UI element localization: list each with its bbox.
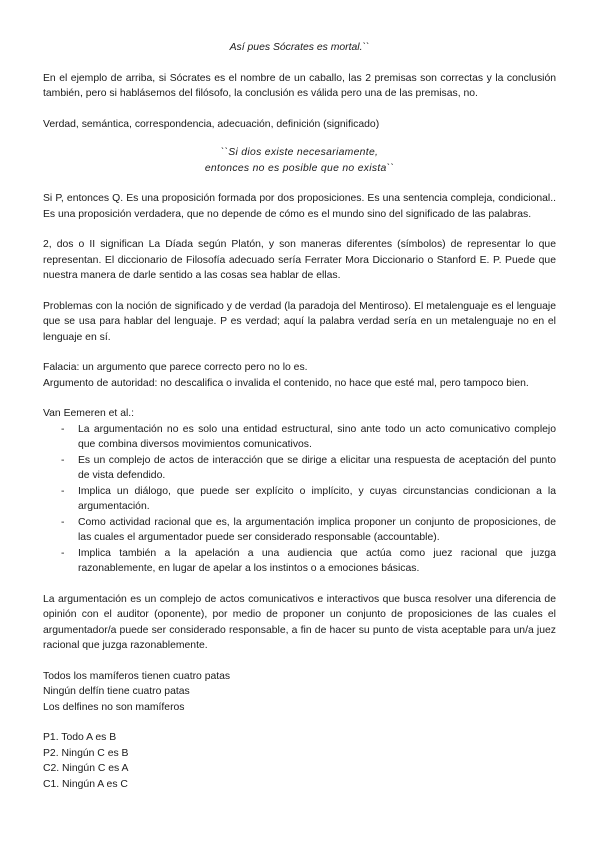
formal-line: P2. Ningún C es B — [43, 747, 129, 759]
list-item — [61, 453, 556, 484]
bullet-marker: - — [61, 516, 65, 528]
paragraph-definicion: La argumentación es un complejo de actos comunicativos e interactivos que busca resolver una diferencia de opinión con el auditor (oponente), por medio de proponer un conjunto de proposiciones de las cuales el argumentador/a puede ser considerado responsable, a fin de hacer su punto de vista aceptable para un/a juez racional que juzga razonablemente. — [43, 593, 556, 651]
paragraph-p-q: Si P, entonces Q. Es una proposición formada por dos proposiciones. Es una sentencia compleja, condicional.. Es una proposición verdadera, que no depende de cómo es el mundo sino del significado de las palabras. — [43, 193, 556, 220]
document-page — [43, 40, 556, 792]
formal-block — [43, 730, 556, 792]
list-item — [61, 515, 556, 546]
syllogism-line: Ningún delfín tiene cuatro patas — [43, 686, 190, 697]
list-item-text: Implica un diálogo, que puede ser explícito o implícito, y cuyas circunstancias condicionan a la argumentación. — [78, 485, 556, 512]
paragraph-problemas: Problemas con la noción de significado y de verdad (la paradoja del Mentiroso). El metalenguaje es el lenguaje que se usa para hablar del lenguaje. P es verdad; aquí la palabra verdad sería en un metalenguaje no en el lenguaje en sí. — [43, 300, 556, 343]
autoridad-line: Argumento de autoridad: no descalifica o invalida el contenido, no hace que esté mal, pero tampoco bien. — [43, 377, 529, 389]
van-eemeren-heading: Van Eemeren et al.: — [43, 408, 135, 419]
list-item — [61, 546, 556, 577]
list-item-text: La argumentación no es solo una entidad estructural, sino ante todo un acto comunicativo complejo que combina diversos movimientos comunicativos. — [78, 423, 556, 450]
formal-line: C1. Ningún A es C — [43, 778, 128, 790]
list-item-text: Implica también a la apelación a una audiencia que actúa como juez racional que juzga razonablemente, en lugar de apelar a los instintos o a emociones básicas. — [78, 547, 556, 574]
van-eemeren-list — [43, 422, 556, 577]
bullet-marker: - — [61, 423, 65, 435]
paragraph-caballo: En el ejemplo de arriba, si Sócrates es el nombre de un caballo, las 2 premisas son correctas y la conclusión también, pero si hablásemos del filósofo, la conclusión es válida pero una de las premisas, no. — [43, 72, 556, 99]
falacia-line: Falacia: un argumento que parece correcto pero no lo es. — [43, 362, 308, 373]
list-item-text: Como actividad racional que es, la argumentación implica proponer un conjunto de proposiciones, de las cuales el argumentador puede ser considerado responsable (accountable). — [78, 516, 556, 543]
top-quote: Así pues Sócrates es mortal.`` — [229, 42, 370, 53]
syllogism-block — [43, 669, 556, 716]
dios-quote — [43, 145, 556, 176]
dios-quote-line-1: ``Si dios existe necesariamente, — [220, 147, 379, 158]
list-item — [61, 484, 556, 515]
paragraph-diada: 2, dos o II significan La Díada según Platón, y son maneras diferentes (símbolos) de representar lo que representan. El diccionario de Filosofía adecuado sería Ferrater Mora Diccionario o Stanford E. P. Puede que nuestra manera de darle sentido a las cosas sea hablar de ellas. — [43, 239, 556, 281]
syllogism-line: Los delfines no son mamíferos — [43, 701, 185, 713]
formal-line: C2. Ningún C es A — [43, 763, 129, 774]
bullet-marker: - — [61, 454, 65, 466]
bullet-marker: - — [61, 485, 65, 497]
bullet-marker: - — [61, 547, 65, 559]
list-item-text: Es un complejo de actos de interacción que se dirige a elicitar una respuesta de aceptación del punto de vista defendido. — [78, 454, 556, 481]
dios-quote-line-2: entonces no es posible que no exista`` — [204, 162, 395, 174]
formal-line: P1. Todo A es B — [43, 732, 117, 743]
syllogism-line: Todos los mamíferos tienen cuatro patas — [43, 670, 231, 682]
keywords-line: Verdad, semántica, correspondencia, adecuación, definición (significado) — [43, 118, 380, 130]
list-item — [61, 422, 556, 453]
